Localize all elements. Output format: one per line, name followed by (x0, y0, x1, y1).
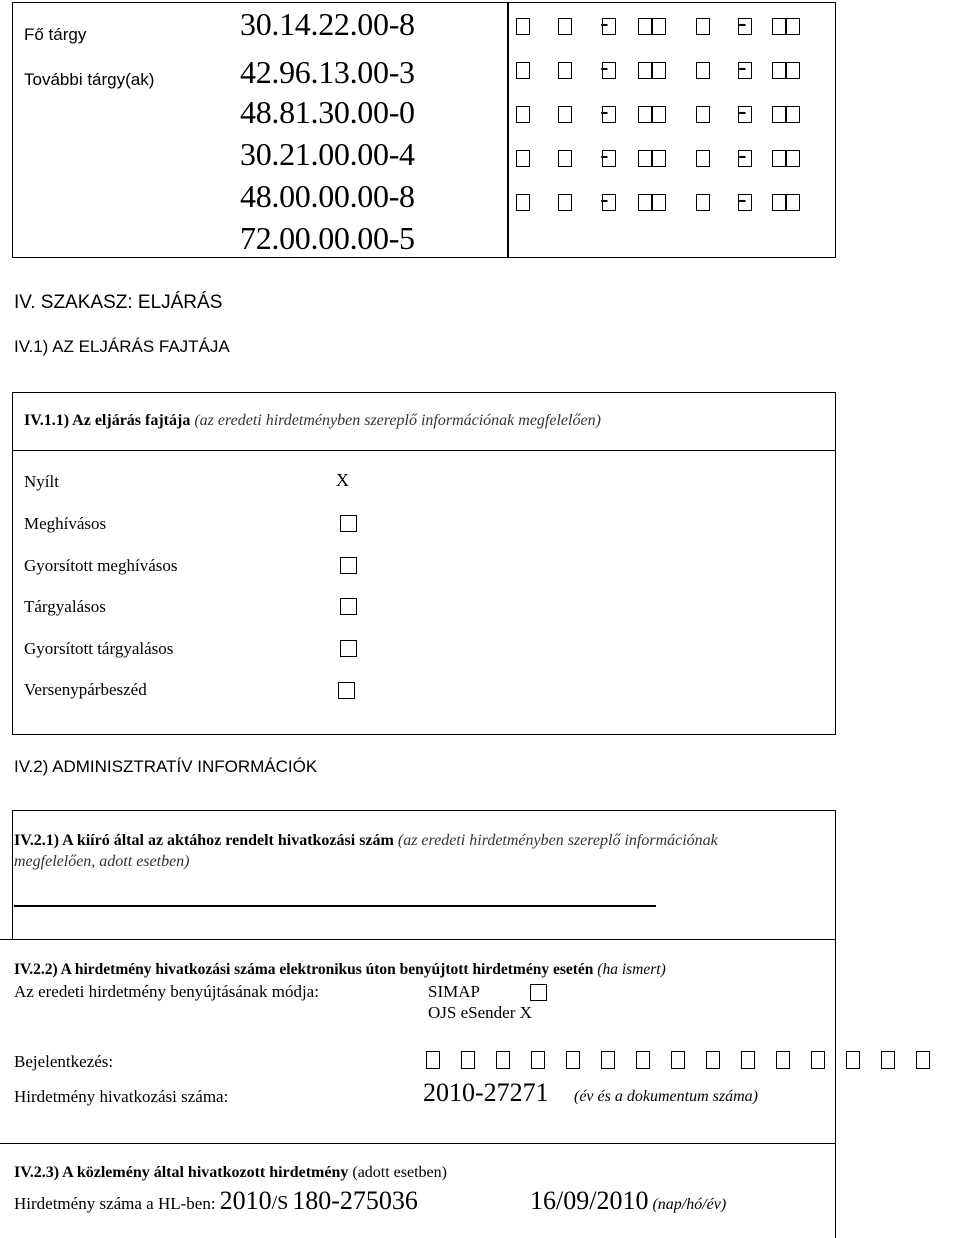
additional-object-label: További tárgy(ak) (24, 70, 155, 89)
cpv-digit-box[interactable] (516, 194, 530, 211)
main-object-label: Fő tárgy (24, 25, 87, 44)
option-open-label: Nyílt (24, 472, 59, 491)
cpv-digit-box[interactable] (772, 18, 786, 35)
main-cpv-code: 30.14.22.00-8 (240, 6, 415, 42)
reference-heading-note: (az eredeti hirdetményben szereplő információnak (397, 832, 718, 849)
cpv-digit-box[interactable] (652, 106, 666, 123)
cpv-digit-box[interactable] (638, 106, 652, 123)
login-char-box[interactable] (846, 1051, 860, 1069)
cpv-digit-box[interactable] (786, 106, 800, 123)
reference-heading-bold: IV.2.1) A kiíró által az aktához rendelt hivatkozási szám (14, 832, 394, 849)
electronic-heading-bold: IV.2.2) A hirdetmény hivatkozási száma elektronikus úton benyújtott hirdetmény esetén (14, 961, 594, 978)
reference-blank-line[interactable] (14, 905, 656, 907)
option-accelerated-negotiated-label: Gyorsított tárgyalásos (24, 639, 174, 658)
ojs-esender-label: OJS eSender X (428, 1003, 532, 1022)
prior-notice-heading-note: (adott esetben) (352, 1164, 447, 1181)
cpv-digit-box[interactable] (638, 194, 652, 211)
login-char-box[interactable] (531, 1051, 545, 1069)
cpv-digit-box[interactable] (772, 150, 786, 167)
cpv-dash: - (600, 8, 609, 38)
option-accelerated-restricted-checkbox[interactable] (340, 557, 357, 574)
option-accelerated-negotiated-checkbox[interactable] (340, 640, 357, 657)
cpv-digit-box[interactable] (558, 150, 572, 167)
cpv-digit-box[interactable] (638, 18, 652, 35)
cpv-digit-box[interactable] (786, 150, 800, 167)
oj-date-row (530, 1186, 726, 1216)
login-char-box[interactable] (706, 1051, 720, 1069)
reference-heading (14, 832, 718, 850)
login-label: Bejelentkezés: (14, 1052, 114, 1071)
cpv-digit-box[interactable] (772, 106, 786, 123)
cpv-dash: - (600, 184, 609, 214)
cpv-digit-box[interactable] (786, 18, 800, 35)
cpv-digit-box[interactable] (652, 150, 666, 167)
cpv-digit-box[interactable] (516, 18, 530, 35)
additional-cpv-code: 72.00.00.00-5 (240, 220, 415, 256)
cpv-digit-box[interactable] (772, 194, 786, 211)
login-char-box[interactable] (776, 1051, 790, 1069)
cpv-digit-box[interactable] (558, 106, 572, 123)
oj-date: 16/09/2010 (530, 1186, 649, 1215)
login-char-box[interactable] (636, 1051, 650, 1069)
cpv-dash: - (600, 140, 609, 170)
option-restricted-checkbox[interactable] (340, 515, 357, 532)
prior-notice-heading-bold: IV.2.3) A közlemény által hivatkozott hirdetmény (14, 1164, 349, 1181)
cpv-dash: - (600, 96, 609, 126)
cpv-digit-box[interactable] (558, 62, 572, 79)
cpv-dash: - (738, 52, 747, 82)
notice-ref-note: (év és a dokumentum száma) (574, 1088, 758, 1105)
notice-ref-value: 2010-27271 (423, 1078, 549, 1107)
option-restricted-label: Meghívásos (24, 514, 107, 533)
oj-date-note: (nap/hó/év) (652, 1196, 727, 1213)
procedure-heading-bold: IV.1.1) Az eljárás fajtája (24, 412, 191, 429)
additional-cpv-code: 42.96.13.00-3 (240, 54, 415, 90)
login-char-box[interactable] (496, 1051, 510, 1069)
section-title: IV. SZAKASZ: ELJÁRÁS (14, 292, 223, 313)
additional-cpv-code: 48.81.30.00-0 (240, 94, 415, 130)
cpv-digit-box[interactable] (786, 194, 800, 211)
cpv-table (12, 2, 836, 258)
login-char-box[interactable] (601, 1051, 615, 1069)
oj-number-label: Hirdetmény száma a HL-ben: (14, 1194, 216, 1213)
option-open-mark: X (336, 470, 349, 490)
option-competitive-dialogue-label: Versenypárbeszéd (24, 680, 147, 699)
cpv-digit-box[interactable] (638, 150, 652, 167)
cpv-digit-box[interactable] (652, 18, 666, 35)
login-char-box[interactable] (916, 1051, 930, 1069)
reference-box (12, 810, 836, 940)
electronic-heading (14, 961, 666, 979)
cpv-divider (507, 2, 509, 258)
simap-label: SIMAP (428, 982, 480, 1001)
cpv-digit-box[interactable] (696, 150, 710, 167)
cpv-digit-box[interactable] (516, 150, 530, 167)
option-accelerated-restricted-label: Gyorsított meghívásos (24, 556, 178, 575)
cpv-dash: - (738, 140, 747, 170)
cpv-dash: - (738, 96, 747, 126)
cpv-dash: - (600, 52, 609, 82)
cpv-digit-box[interactable] (652, 62, 666, 79)
prior-notice-heading (14, 1164, 447, 1182)
additional-cpv-code: 30.21.00.00-4 (240, 136, 415, 172)
oj-number: 180-275036 (292, 1186, 418, 1215)
option-negotiated-label: Tárgyalásos (24, 597, 106, 616)
cpv-digit-box[interactable] (696, 194, 710, 211)
electronic-heading-note: (ha ismert) (597, 961, 666, 978)
cpv-digit-box[interactable] (652, 194, 666, 211)
cpv-digit-box[interactable] (558, 194, 572, 211)
login-char-box[interactable] (461, 1051, 475, 1069)
login-char-box[interactable] (566, 1051, 580, 1069)
option-competitive-dialogue-checkbox[interactable] (338, 682, 355, 699)
additional-cpv-code: 48.00.00.00-8 (240, 178, 415, 214)
login-char-box[interactable] (671, 1051, 685, 1069)
oj-year: 2010 (219, 1186, 272, 1215)
reference-heading-note-continued: megfelelően, adott esetben) (14, 853, 190, 870)
admin-title: IV.2) ADMINISZTRATÍV INFORMÁCIÓK (14, 757, 318, 776)
oj-series: /S (271, 1192, 289, 1214)
cpv-digit-box[interactable] (516, 62, 530, 79)
login-char-box[interactable] (811, 1051, 825, 1069)
cpv-dash: - (738, 184, 747, 214)
submission-mode-label: Az eredeti hirdetmény benyújtásának módja: (14, 982, 319, 1001)
login-char-box[interactable] (881, 1051, 895, 1069)
cpv-digit-box[interactable] (516, 106, 530, 123)
subsection-title: IV.1) AZ ELJÁRÁS FAJTÁJA (14, 337, 230, 356)
oj-number-row (14, 1186, 418, 1216)
cpv-digit-box[interactable] (772, 62, 786, 79)
login-char-box[interactable] (426, 1051, 440, 1069)
cpv-digit-box[interactable] (696, 106, 710, 123)
notice-ref-label: Hirdetmény hivatkozási száma: (14, 1087, 229, 1106)
cpv-digit-box[interactable] (786, 62, 800, 79)
option-negotiated-checkbox[interactable] (340, 598, 357, 615)
procedure-heading-note: (az eredeti hirdetményben szereplő információnak megfelelően) (194, 412, 601, 429)
cpv-digit-box[interactable] (696, 18, 710, 35)
cpv-digit-box[interactable] (558, 18, 572, 35)
simap-checkbox[interactable] (530, 984, 547, 1001)
procedure-heading (24, 412, 601, 430)
cpv-digit-box[interactable] (638, 62, 652, 79)
login-char-box[interactable] (741, 1051, 755, 1069)
cpv-digit-box[interactable] (696, 62, 710, 79)
cpv-dash: - (738, 8, 747, 38)
